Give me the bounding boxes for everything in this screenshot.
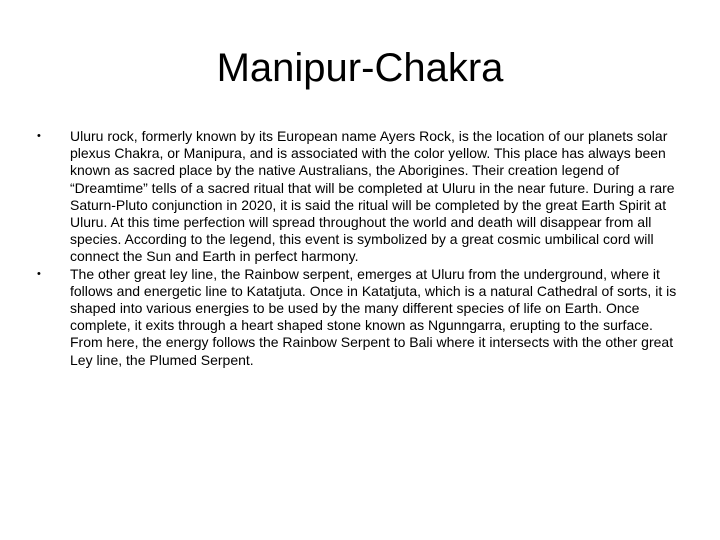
- bullet-marker: •: [37, 267, 41, 280]
- bullet-item: [36, 128, 684, 266]
- bullet-list: [36, 128, 684, 369]
- slide-title: Manipur-Chakra: [216, 46, 504, 90]
- bullet-item: [36, 266, 684, 369]
- bullet-text: The other great ley line, the Rainbow serpent, emerges at Uluru from the underground, where it follows and energetic line to Katatjuta. Once in Katatjuta, which is a natural Cathedral of sorts, it is shaped into various energies to be used by the many different species of life on Earth. Once complete, it exits through a heart shaped stone known as Ngunngarra, erupting to the surface. From here, the energy follows the Rainbow Serpent to Bali where it intersects with the other great Ley line, the Plumed Serpent.: [70, 265, 677, 368]
- bullet-marker: •: [37, 130, 41, 142]
- bullet-text: Uluru rock, formerly known by its European name Ayers Rock, is the location of our planets solar plexus Chakra, or Manipura, and is associated with the color yellow. This place has always been known as sacred place by the native Australians, the Aborigines. Their creation legend of “Dreamtime” tells of a sacred ritual that will be completed at Uluru in the near future. During a rare Saturn-Pluto conjunction in 2020, it is said the ritual will be completed by the great Earth Spirit at Uluru. At this time perfection will spread throughout the world and death will disappear from all species. According to the legend, this event is symbolized by a great cosmic umbilical cord will connect the Sun and Earth in perfect harmony.: [70, 128, 675, 265]
